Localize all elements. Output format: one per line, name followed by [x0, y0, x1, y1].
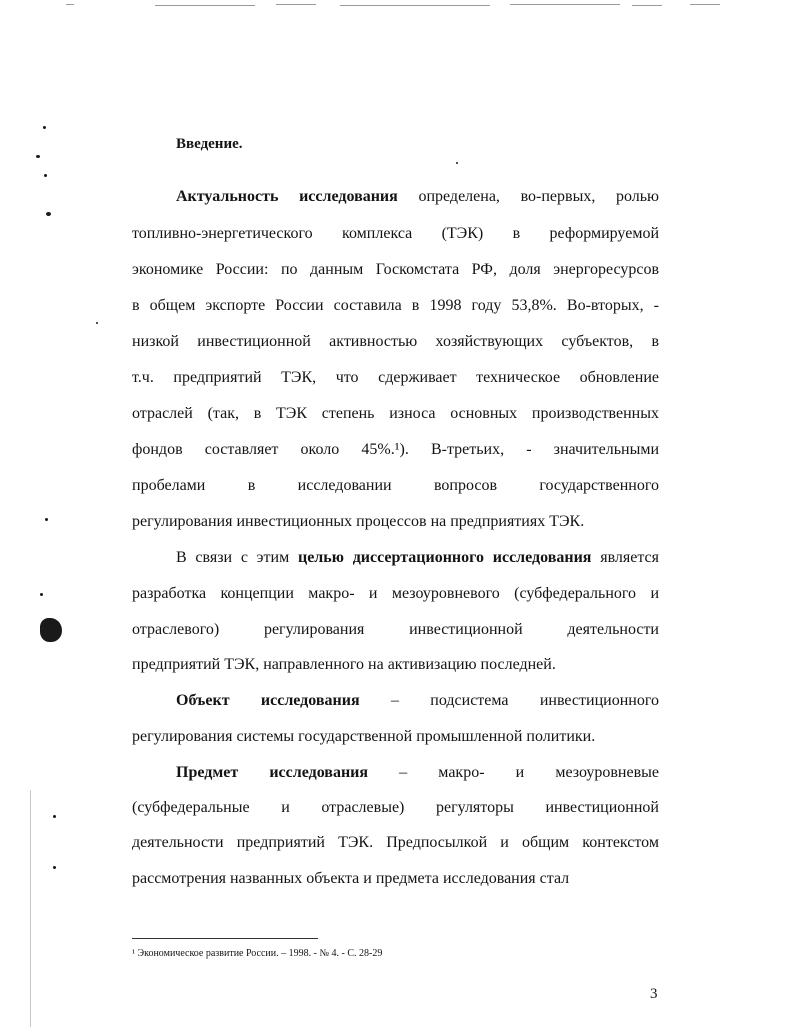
text-segment: рассмотрения названных объекта и предмета исследования стал	[132, 870, 570, 887]
text-line	[132, 654, 659, 676]
page-number: 3	[650, 986, 658, 1002]
scan-speck	[45, 518, 48, 521]
text-segment: регулирования инвестиционных процессов на предприятиях ТЭК.	[132, 513, 585, 530]
scan-speck	[40, 593, 43, 596]
text-segment: регулирования системы государственной промышленной политики.	[132, 728, 596, 745]
scan-artifact	[155, 5, 255, 6]
text-line	[132, 331, 659, 353]
text-line	[132, 223, 659, 245]
text-line	[132, 832, 659, 854]
footnote-separator	[132, 938, 318, 939]
scan-artifact	[510, 4, 620, 5]
bold-term: Актуальность исследования	[176, 188, 398, 205]
text-segment: топливно-энергетического комплекса (ТЭК) в реформируемой	[132, 225, 659, 242]
bold-term: Объект исследования	[176, 692, 360, 709]
text-segment: фондов составляет около 45%.¹). В-третьих, - значительными	[132, 441, 659, 458]
scan-artifact	[340, 5, 490, 6]
text-line	[132, 797, 659, 819]
scan-speck	[96, 322, 98, 324]
section-heading: Введение.	[176, 136, 243, 152]
text-segment: деятельности предприятий ТЭК. Предпосылкой и общим контекстом	[132, 834, 659, 851]
text-line	[132, 583, 659, 605]
text-segment: низкой инвестиционной активностью хозяйствующих субъектов, в	[132, 333, 659, 350]
text-segment: – подсистема инвестиционного	[359, 692, 659, 709]
text-line	[132, 868, 659, 890]
scan-speck	[44, 174, 47, 177]
text-line	[132, 367, 659, 389]
scan-speck	[43, 126, 46, 129]
text-line	[176, 690, 659, 712]
scan-speck	[53, 815, 56, 818]
scan-speck	[46, 212, 51, 216]
bold-term: Предмет исследования	[176, 764, 369, 781]
text-line	[132, 439, 659, 461]
scan-artifact	[66, 4, 74, 5]
text-segment: т.ч. предприятий ТЭК, что сдерживает техническое обновление	[132, 369, 659, 386]
text-segment: разработка концепции макро- и мезоуровневого (субфедерального и	[132, 585, 659, 602]
text-line	[176, 547, 659, 569]
text-segment: предприятий ТЭК, направленного на активизацию последней.	[132, 656, 556, 673]
scan-speck	[456, 162, 458, 164]
scan-artifact	[632, 5, 662, 6]
text-segment: – макро- и мезоуровневые	[368, 764, 660, 781]
text-segment: отраслей (так, в ТЭК степень износа основных производственных	[132, 405, 659, 422]
footnote: ¹ Экономическое развитие России. – 1998. - № 4. - С. 28-29	[132, 948, 383, 959]
scan-artifact	[276, 4, 316, 5]
text-line	[132, 619, 659, 641]
scan-speck	[53, 866, 56, 869]
text-segment: в общем экспорте России составила в 1998 году 53,8%. Во-вторых, -	[132, 297, 659, 314]
text-segment: определена, во-первых, ролью	[397, 188, 659, 205]
scan-blot	[40, 618, 62, 642]
text-segment: отраслевого) регулирования инвестиционной деятельности	[132, 621, 659, 638]
text-segment: (субфедеральные и отраслевые) регуляторы инвестиционной	[132, 799, 659, 816]
scan-margin-line	[30, 790, 31, 1027]
text-line	[132, 295, 659, 317]
text-segment: является	[591, 549, 660, 566]
bold-term: целью диссертационного исследования	[297, 549, 592, 566]
scan-speck	[36, 155, 40, 158]
text-segment: экономике России: по данным Госкомстата РФ, доля энергоресурсов	[132, 261, 659, 278]
text-line	[132, 726, 659, 748]
text-line	[176, 762, 659, 784]
text-line	[132, 511, 659, 533]
text-line	[132, 475, 659, 497]
text-segment: В связи с этим	[176, 549, 298, 566]
text-line	[176, 186, 659, 208]
scan-artifact	[690, 4, 720, 5]
text-line	[132, 403, 659, 425]
text-line	[132, 259, 659, 281]
text-segment: пробелами в исследовании вопросов государственного	[132, 477, 659, 494]
